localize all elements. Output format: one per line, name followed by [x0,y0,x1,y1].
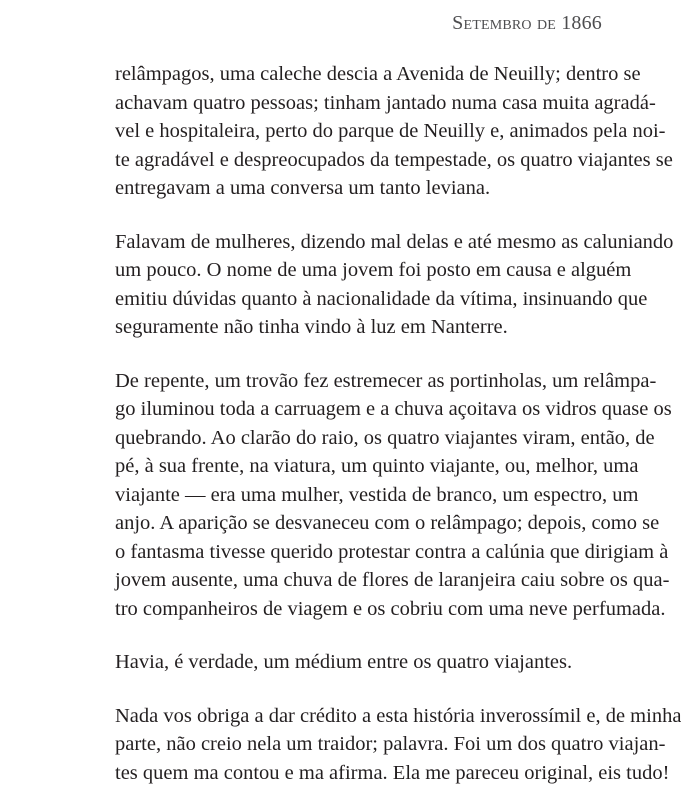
text-line: um pouco. O nome de uma jovem foi posto em causa e alguém [115,259,632,281]
text-line: tes quem ma contou e ma afirma. Ela me pareceu original, eis tudo! [115,761,670,784]
text-line: pé, à sua frente, na viatura, um quinto viajante, ou, melhor, uma [115,455,639,477]
text-line: anjo. A aparição se desvaneceu com o relâmpago; depois, como se [115,512,660,534]
text-line: jovem ausente, uma chuva de flores de laranjeira caiu sobre os qua- [115,569,670,591]
text-line: quebrando. Ao clarão do raio, os quatro viajantes viram, então, de [115,426,655,449]
body-text [115,60,681,812]
text-line: relâmpagos, uma caleche descia a Avenida de Neuilly; dentro se [115,63,641,85]
paragraph [115,228,674,342]
running-header: Setembro de 1866 [452,12,602,34]
text-line: achavam quatro pessoas; tinham jantado numa casa muita agradá- [115,91,656,114]
paragraph [115,60,673,203]
paragraph [115,367,672,624]
text-line: o fantasma tivesse querido protestar contra a calúnia que dirigiam à [115,540,669,563]
paragraph [115,702,681,788]
text-line: De repente, um trovão fez estremecer as portinholas, um relâmpa- [115,369,657,392]
text-line: Nada vos obriga a dar crédito a esta história inverossímil e, de minha [115,704,681,727]
text-line: go iluminou toda a carruagem e a chuva açoitava os vidros quase os [115,398,672,420]
text-line: entregavam a uma conversa um tanto leviana. [115,177,491,199]
text-line: parte, não creio nela um traidor; palavra. Foi um dos quatro viajan- [115,733,666,755]
text-line: vel e hospitaleira, perto do parque de Neuilly e, animados pela noi- [115,120,666,142]
text-line: emitiu dúvidas quanto à nacionalidade da vítima, insinuando que [115,287,648,310]
text-line: Falavam de mulheres, dizendo mal delas e até mesmo as caluniando [115,230,674,253]
text-line: viajante — era uma mulher, vestida de branco, um espectro, um [115,483,639,506]
text-line: te agradável e despreocupados da tempestade, os quatro viajantes se [115,148,673,171]
text-line: Havia, é verdade, um médium entre os quatro viajantes. [115,651,573,673]
paragraph [115,648,603,677]
text-line: seguramente não tinha vindo à luz em Nanterre. [115,316,508,338]
text-line: tro companheiros de viagem e os cobriu com uma neve perfumada. [115,597,666,620]
